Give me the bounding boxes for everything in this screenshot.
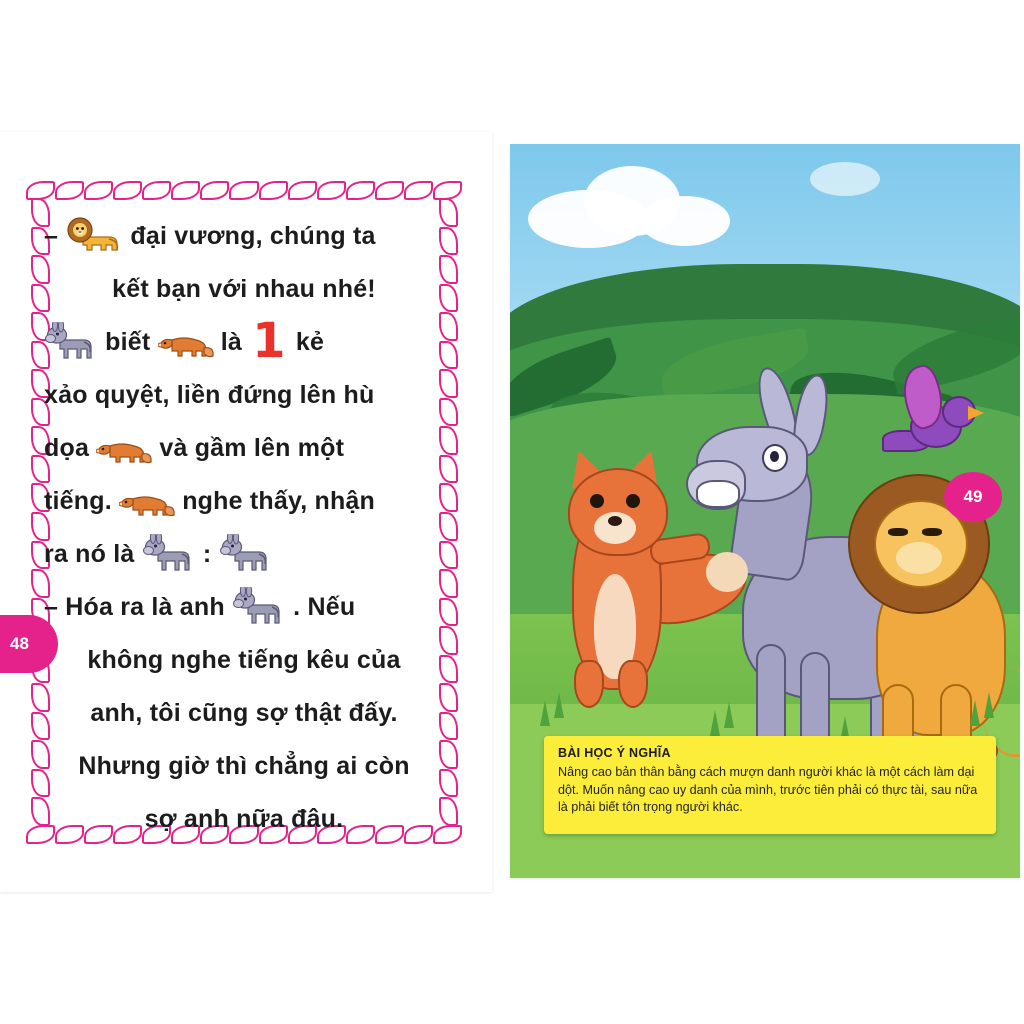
story-line <box>44 634 444 687</box>
donkey-pupil <box>770 451 779 462</box>
donkey-icon <box>219 534 273 576</box>
story-text: : <box>202 540 212 568</box>
story-text: – Hóa ra là anh <box>44 593 225 621</box>
right-page-illustration <box>510 144 1020 878</box>
leaf-ornament <box>84 181 113 200</box>
leaf-ornament <box>375 181 404 200</box>
leaf-ornament <box>433 181 462 200</box>
story-text: dọa <box>44 434 90 462</box>
story-text: anh, tôi cũng sợ thật đấy. <box>90 699 398 727</box>
grass-tuft <box>724 702 734 728</box>
story-text-block <box>44 210 444 833</box>
story-text: biết <box>105 328 151 356</box>
leaf-ornament <box>404 181 433 200</box>
highlight-number: 1 <box>252 313 286 370</box>
fox-tail-tip <box>706 552 748 592</box>
story-line <box>44 793 444 846</box>
story-text: và gầm lên một <box>159 434 345 462</box>
bird-beak <box>968 406 984 420</box>
grass-tuft <box>710 710 720 736</box>
story-line <box>44 475 444 528</box>
story-text: . Nếu <box>293 593 356 621</box>
cloud-shape <box>810 162 880 196</box>
fox-icon <box>158 326 214 360</box>
lesson-box <box>544 736 996 834</box>
story-text: kết bạn với nhau nhé! <box>112 275 376 303</box>
leaf-ornament <box>317 181 346 200</box>
fox-icon <box>96 432 152 466</box>
lion-eye <box>922 528 942 536</box>
story-text: – <box>44 222 59 250</box>
lion-icon <box>65 217 123 257</box>
leaf-ornament <box>346 181 375 200</box>
grass-tuft <box>554 692 564 718</box>
leaf-ornament <box>55 181 84 200</box>
fox-leg <box>618 660 648 708</box>
donkey-icon <box>44 322 98 364</box>
fox-nose <box>608 516 622 526</box>
story-text: là <box>220 328 242 356</box>
story-line <box>44 422 444 475</box>
lion-eye <box>888 528 908 536</box>
leaf-ornament <box>200 181 229 200</box>
story-text: nghe thấy, nhận <box>182 487 376 515</box>
leaf-ornament <box>288 181 317 200</box>
lion-snout <box>896 542 942 574</box>
donkey-mouth <box>696 480 740 508</box>
story-text: ra nó là <box>44 540 135 568</box>
story-line <box>44 313 444 370</box>
story-text: không nghe tiếng kêu của <box>87 646 401 674</box>
story-line <box>44 369 444 422</box>
story-text: Nhưng giờ thì chẳng ai còn <box>78 752 410 780</box>
donkey-icon <box>142 534 196 576</box>
lesson-title: BÀI HỌC Ý NGHĨA <box>558 746 671 760</box>
leaf-ornament <box>259 181 288 200</box>
leaf-ornament <box>113 181 142 200</box>
story-text: kẻ <box>295 328 325 356</box>
cloud-shape <box>640 196 730 246</box>
fox-leg <box>574 660 604 708</box>
left-page <box>0 132 492 892</box>
grass-tuft <box>984 692 994 718</box>
story-line <box>44 263 444 316</box>
lesson-body: Nâng cao bản thân bằng cách mượn danh người khác là một cách làm dại dột. Muốn nâng cao uy danh của mình, trước tiên phải có thực tài, sau nữa là phải biết tôn trọng người khác. <box>558 765 978 814</box>
story-text: tiếng. <box>44 487 112 515</box>
leaf-ornament <box>26 181 55 200</box>
story-line <box>44 210 444 263</box>
leaf-ornament <box>171 181 200 200</box>
story-line <box>44 528 444 581</box>
page-number-left: 48 <box>0 615 58 673</box>
fox-icon <box>119 485 175 519</box>
story-line <box>44 687 444 740</box>
donkey-icon <box>232 587 286 629</box>
grass-tuft <box>970 700 980 726</box>
leaf-ornament <box>229 181 258 200</box>
story-text: sợ anh nữa đâu. <box>144 805 344 833</box>
grass-tuft <box>540 700 550 726</box>
leaf-ornament <box>142 181 171 200</box>
story-line <box>44 581 444 634</box>
fox-eye <box>590 494 604 508</box>
story-text: đại vương, chúng ta <box>130 222 376 250</box>
story-line <box>44 740 444 793</box>
page-number-right: 49 <box>944 472 1002 522</box>
story-text: xảo quyệt, liền đứng lên hù <box>44 381 375 409</box>
leaf-frame-top <box>26 176 462 204</box>
fox-eye <box>626 494 640 508</box>
